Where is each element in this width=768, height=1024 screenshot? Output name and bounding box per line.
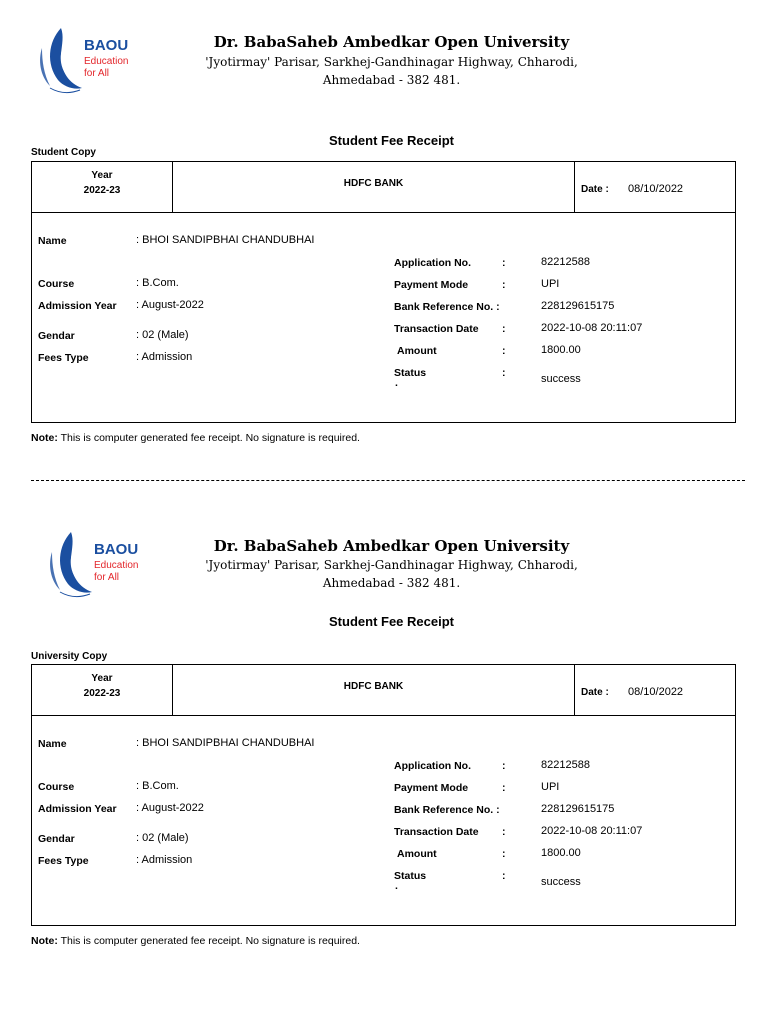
note-text: This is computer generated fee receipt. No signature is required. bbox=[57, 935, 360, 947]
note-label: Note: bbox=[31, 935, 58, 947]
copy-label: University Copy bbox=[31, 651, 108, 662]
gender-label: Gendar bbox=[38, 330, 75, 342]
application-no-colon: : bbox=[502, 257, 506, 269]
date-value: 08/10/2022 bbox=[628, 183, 684, 195]
date-label: Date : bbox=[581, 687, 609, 698]
fees-type-label: Fees Type bbox=[38, 855, 89, 867]
amount-label: Amount bbox=[397, 345, 437, 357]
application-no-value: 82212588 bbox=[541, 256, 590, 268]
bank-reference-value: 228129615175 bbox=[541, 803, 615, 815]
receipt-title: Student Fee Receipt bbox=[329, 614, 454, 629]
name-value: : BHOI SANDIPBHAI CHANDUBHAI bbox=[136, 737, 315, 749]
status-value: success bbox=[541, 876, 581, 888]
course-value: : B.Com. bbox=[136, 277, 179, 289]
name-label: Name bbox=[38, 738, 67, 750]
course-value: : B.Com. bbox=[136, 780, 179, 792]
admission-year-label: Admission Year bbox=[38, 300, 117, 312]
amount-value: 1800.00 bbox=[541, 847, 581, 859]
transaction-date-label: Transaction Date bbox=[394, 323, 479, 335]
logo-sub-text-2: for All bbox=[94, 572, 120, 583]
status-colon: : bbox=[502, 870, 506, 882]
logo-sub-text-2: for All bbox=[84, 68, 110, 79]
transaction-date-label: Transaction Date bbox=[394, 826, 479, 838]
university-address-line2: Ahmedabad - 382 481. bbox=[322, 73, 461, 87]
date-label: Date : bbox=[581, 184, 609, 195]
name-value: : BHOI SANDIPBHAI CHANDUBHAI bbox=[136, 234, 315, 246]
university-address-line1: 'Jyotirmay' Parisar, Sarkhej-Gandhinagar Highway, Chharodi, bbox=[205, 558, 578, 572]
fees-type-label: Fees Type bbox=[38, 352, 89, 364]
bank-reference-label: Bank Reference No. : bbox=[394, 301, 500, 313]
transaction-date-value: 2022-10-08 20:11:07 bbox=[541, 322, 643, 334]
gender-value: : 02 (Male) bbox=[136, 329, 189, 341]
year-cell bbox=[32, 665, 173, 715]
application-no-value: 82212588 bbox=[541, 759, 590, 771]
fees-type-value: : Admission bbox=[136, 854, 193, 866]
receipt-box bbox=[31, 664, 736, 926]
university-name: Dr. BabaSaheb Ambedkar Open University bbox=[213, 33, 570, 51]
year-value: 2022-23 bbox=[83, 185, 121, 196]
status-colon: : bbox=[502, 367, 506, 379]
status-value: success bbox=[541, 373, 581, 385]
transaction-date-colon: : bbox=[502, 826, 506, 838]
receipt-title: Student Fee Receipt bbox=[329, 133, 454, 148]
university-name: Dr. BabaSaheb Ambedkar Open University bbox=[213, 537, 570, 555]
transaction-date-value: 2022-10-08 20:11:07 bbox=[541, 825, 643, 837]
amount-colon: : bbox=[502, 848, 506, 860]
payment-mode-label: Payment Mode bbox=[394, 782, 469, 794]
amount-label: Amount bbox=[397, 848, 437, 860]
amount-colon: : bbox=[502, 345, 506, 357]
logo-sub-text-1: Education bbox=[94, 560, 139, 571]
year-label: Year bbox=[91, 673, 113, 684]
gender-value: : 02 (Male) bbox=[136, 832, 189, 844]
application-no-label: Application No. bbox=[394, 257, 471, 269]
university-address-line2: Ahmedabad - 382 481. bbox=[322, 576, 461, 590]
logo-main-text: BAOU bbox=[94, 541, 139, 558]
admission-year-label: Admission Year bbox=[38, 803, 117, 815]
receipt-header-row bbox=[32, 665, 735, 716]
status-dot: . bbox=[395, 880, 398, 892]
admission-year-value: : August-2022 bbox=[136, 299, 204, 311]
course-label: Course bbox=[38, 278, 75, 290]
gender-label: Gendar bbox=[38, 833, 75, 845]
application-no-label: Application No. bbox=[394, 760, 471, 772]
bank-reference-label: Bank Reference No. : bbox=[394, 804, 500, 816]
bank-name: HDFC BANK bbox=[343, 681, 404, 692]
date-cell bbox=[575, 665, 735, 715]
status-dot: . bbox=[395, 377, 398, 389]
copy-label: Student Copy bbox=[31, 147, 96, 158]
year-value: 2022-23 bbox=[83, 688, 121, 699]
transaction-date-colon: : bbox=[502, 323, 506, 335]
logo-main-text: BAOU bbox=[84, 37, 129, 54]
note-text: This is computer generated fee receipt. No signature is required. bbox=[57, 432, 360, 444]
year-label: Year bbox=[91, 170, 113, 181]
note bbox=[31, 935, 360, 947]
university-address-line1: 'Jyotirmay' Parisar, Sarkhej-Gandhinagar Highway, Chharodi, bbox=[205, 55, 578, 69]
payment-mode-colon: : bbox=[502, 782, 506, 794]
note-label: Note: bbox=[31, 432, 58, 444]
admission-year-value: : August-2022 bbox=[136, 802, 204, 814]
payment-mode-label: Payment Mode bbox=[394, 279, 469, 291]
fees-type-value: : Admission bbox=[136, 351, 193, 363]
payment-mode-colon: : bbox=[502, 279, 506, 291]
bank-reference-value: 228129615175 bbox=[541, 300, 615, 312]
name-label: Name bbox=[38, 235, 67, 247]
application-no-colon: : bbox=[502, 760, 506, 772]
bank-name: HDFC BANK bbox=[343, 178, 404, 189]
course-label: Course bbox=[38, 781, 75, 793]
payment-mode-value: UPI bbox=[541, 781, 560, 793]
date-value: 08/10/2022 bbox=[628, 686, 684, 698]
amount-value: 1800.00 bbox=[541, 344, 581, 356]
bank-cell bbox=[173, 665, 575, 715]
payment-mode-value: UPI bbox=[541, 278, 560, 290]
logo-sub-text-1: Education bbox=[84, 56, 129, 67]
status-label: Status bbox=[394, 870, 427, 882]
status-label: Status bbox=[394, 367, 427, 379]
